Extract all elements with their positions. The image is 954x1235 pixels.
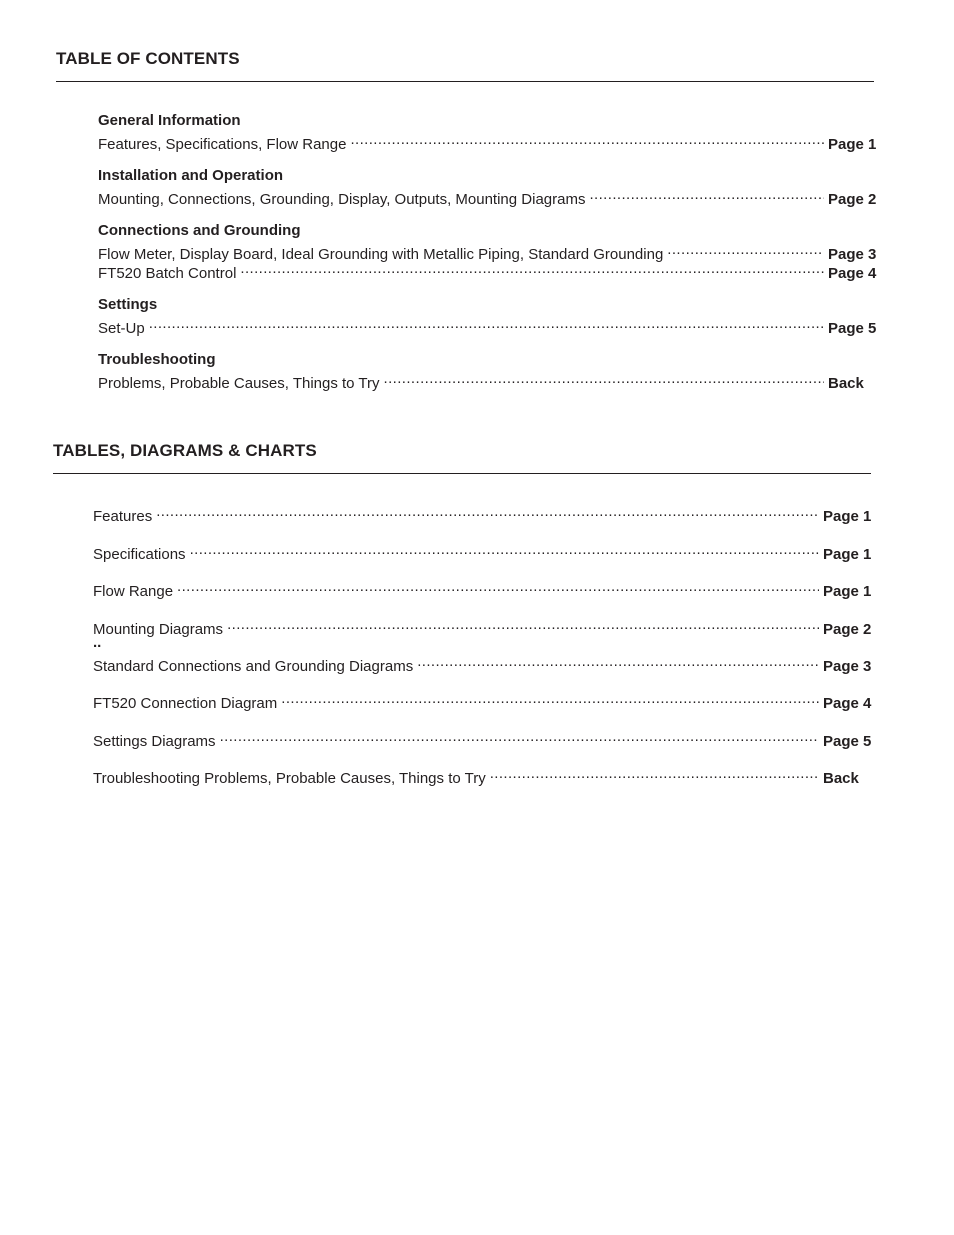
dot-leader [220,727,819,746]
tables-entry[interactable] [93,502,873,525]
tables-entry-page: Page 3 [823,657,872,675]
tables-entry[interactable] [93,540,873,563]
tables-entry[interactable] [93,615,873,638]
toc-group-general-information [98,112,878,153]
toc-entry-page: Page 3 [828,246,877,263]
toc-group-heading: Settings [98,296,158,313]
tables-entry[interactable] [93,652,873,675]
toc-body [98,112,878,406]
toc-entry-page: Page 1 [828,136,877,153]
toc-group-heading: General Information [98,112,241,129]
toc-entry[interactable] [98,314,878,337]
tables-entry-page: Page 2 [823,620,872,638]
tables-entry-text: Flow Range [93,583,174,600]
tables-entry-text: Troubleshooting Problems, Probable Causes, Things to Try [93,770,486,787]
toc-title: TABLE OF CONTENTS [56,49,240,68]
tables-entry[interactable] [93,727,873,750]
toc-group-heading: Troubleshooting [98,351,216,368]
toc-entry-text: Features, Specifications, Flow Range [98,136,347,153]
tables-title: TABLES, DIAGRAMS & CHARTS [53,441,317,460]
tables-entry[interactable] [93,764,873,787]
tables-entry-page: Page 1 [823,545,872,563]
dot-leader [384,369,824,388]
tables-entry-text: Specifications [93,545,186,563]
tables-entry-text: Standard Connections and Grounding Diagrams [93,657,414,675]
toc-entry-page: Page 4 [828,265,877,282]
tables-entry-page: Page 4 [823,695,872,712]
tables-entry-page: Page 1 [823,508,872,525]
toc-group-heading: Connections and Grounding [98,222,301,239]
tables-entry-page: Page 1 [823,583,872,600]
toc-entry[interactable] [98,130,878,153]
dot-leader [156,502,819,521]
tables-entry[interactable] [93,577,873,600]
dot-leader [490,764,819,783]
tables-entry[interactable] [93,689,873,712]
tables-entry-text: Settings Diagrams [93,732,216,750]
dot-leader [177,577,819,596]
toc-group-settings [98,296,878,337]
dot-leader [281,689,819,708]
toc-entry-page: Page 5 [828,320,877,337]
toc-entry-page: Back [828,375,864,392]
dot-leader [240,259,824,278]
toc-group-troubleshooting [98,351,878,392]
toc-entry[interactable] [98,185,878,208]
tables-entry-page: Page 5 [823,732,872,750]
dot-leader [589,185,824,204]
tables-body [93,502,873,802]
table-of-contents-section [56,48,877,392]
dot-leader [350,130,824,149]
tables-entry-text: Features [93,508,153,525]
stray-marker: .. [93,633,102,651]
tables-entry-page: Back [823,770,859,787]
toc-entry-text: Set-Up [98,320,145,337]
toc-entry[interactable] [98,369,878,392]
toc-entry[interactable] [98,240,878,263]
tables-divider [53,473,871,474]
toc-group-connections-and-grounding [98,222,878,282]
toc-entry-text: FT520 Batch Control [98,265,237,282]
toc-divider [56,81,874,82]
toc-entry-page: Page 2 [828,191,877,208]
tables-diagrams-charts-section [53,440,872,787]
dot-leader [227,615,819,634]
toc-group-installation-and-operation [98,167,878,208]
toc-entry-text: Problems, Probable Causes, Things to Try [98,375,380,392]
dot-leader [149,314,824,333]
dot-leader [417,652,819,671]
tables-entry-text: Mounting Diagrams [93,620,224,638]
dot-leader [190,540,819,559]
dot-leader [667,240,824,259]
toc-entry-text: Mounting, Connections, Grounding, Display, Outputs, Mounting Diagrams [98,191,586,208]
tables-entry-text: FT520 Connection Diagram [93,695,278,712]
toc-group-heading: Installation and Operation [98,167,284,184]
toc-entry-text: Flow Meter, Display Board, Ideal Grounding with Metallic Piping, Standard Grounding [98,246,664,263]
